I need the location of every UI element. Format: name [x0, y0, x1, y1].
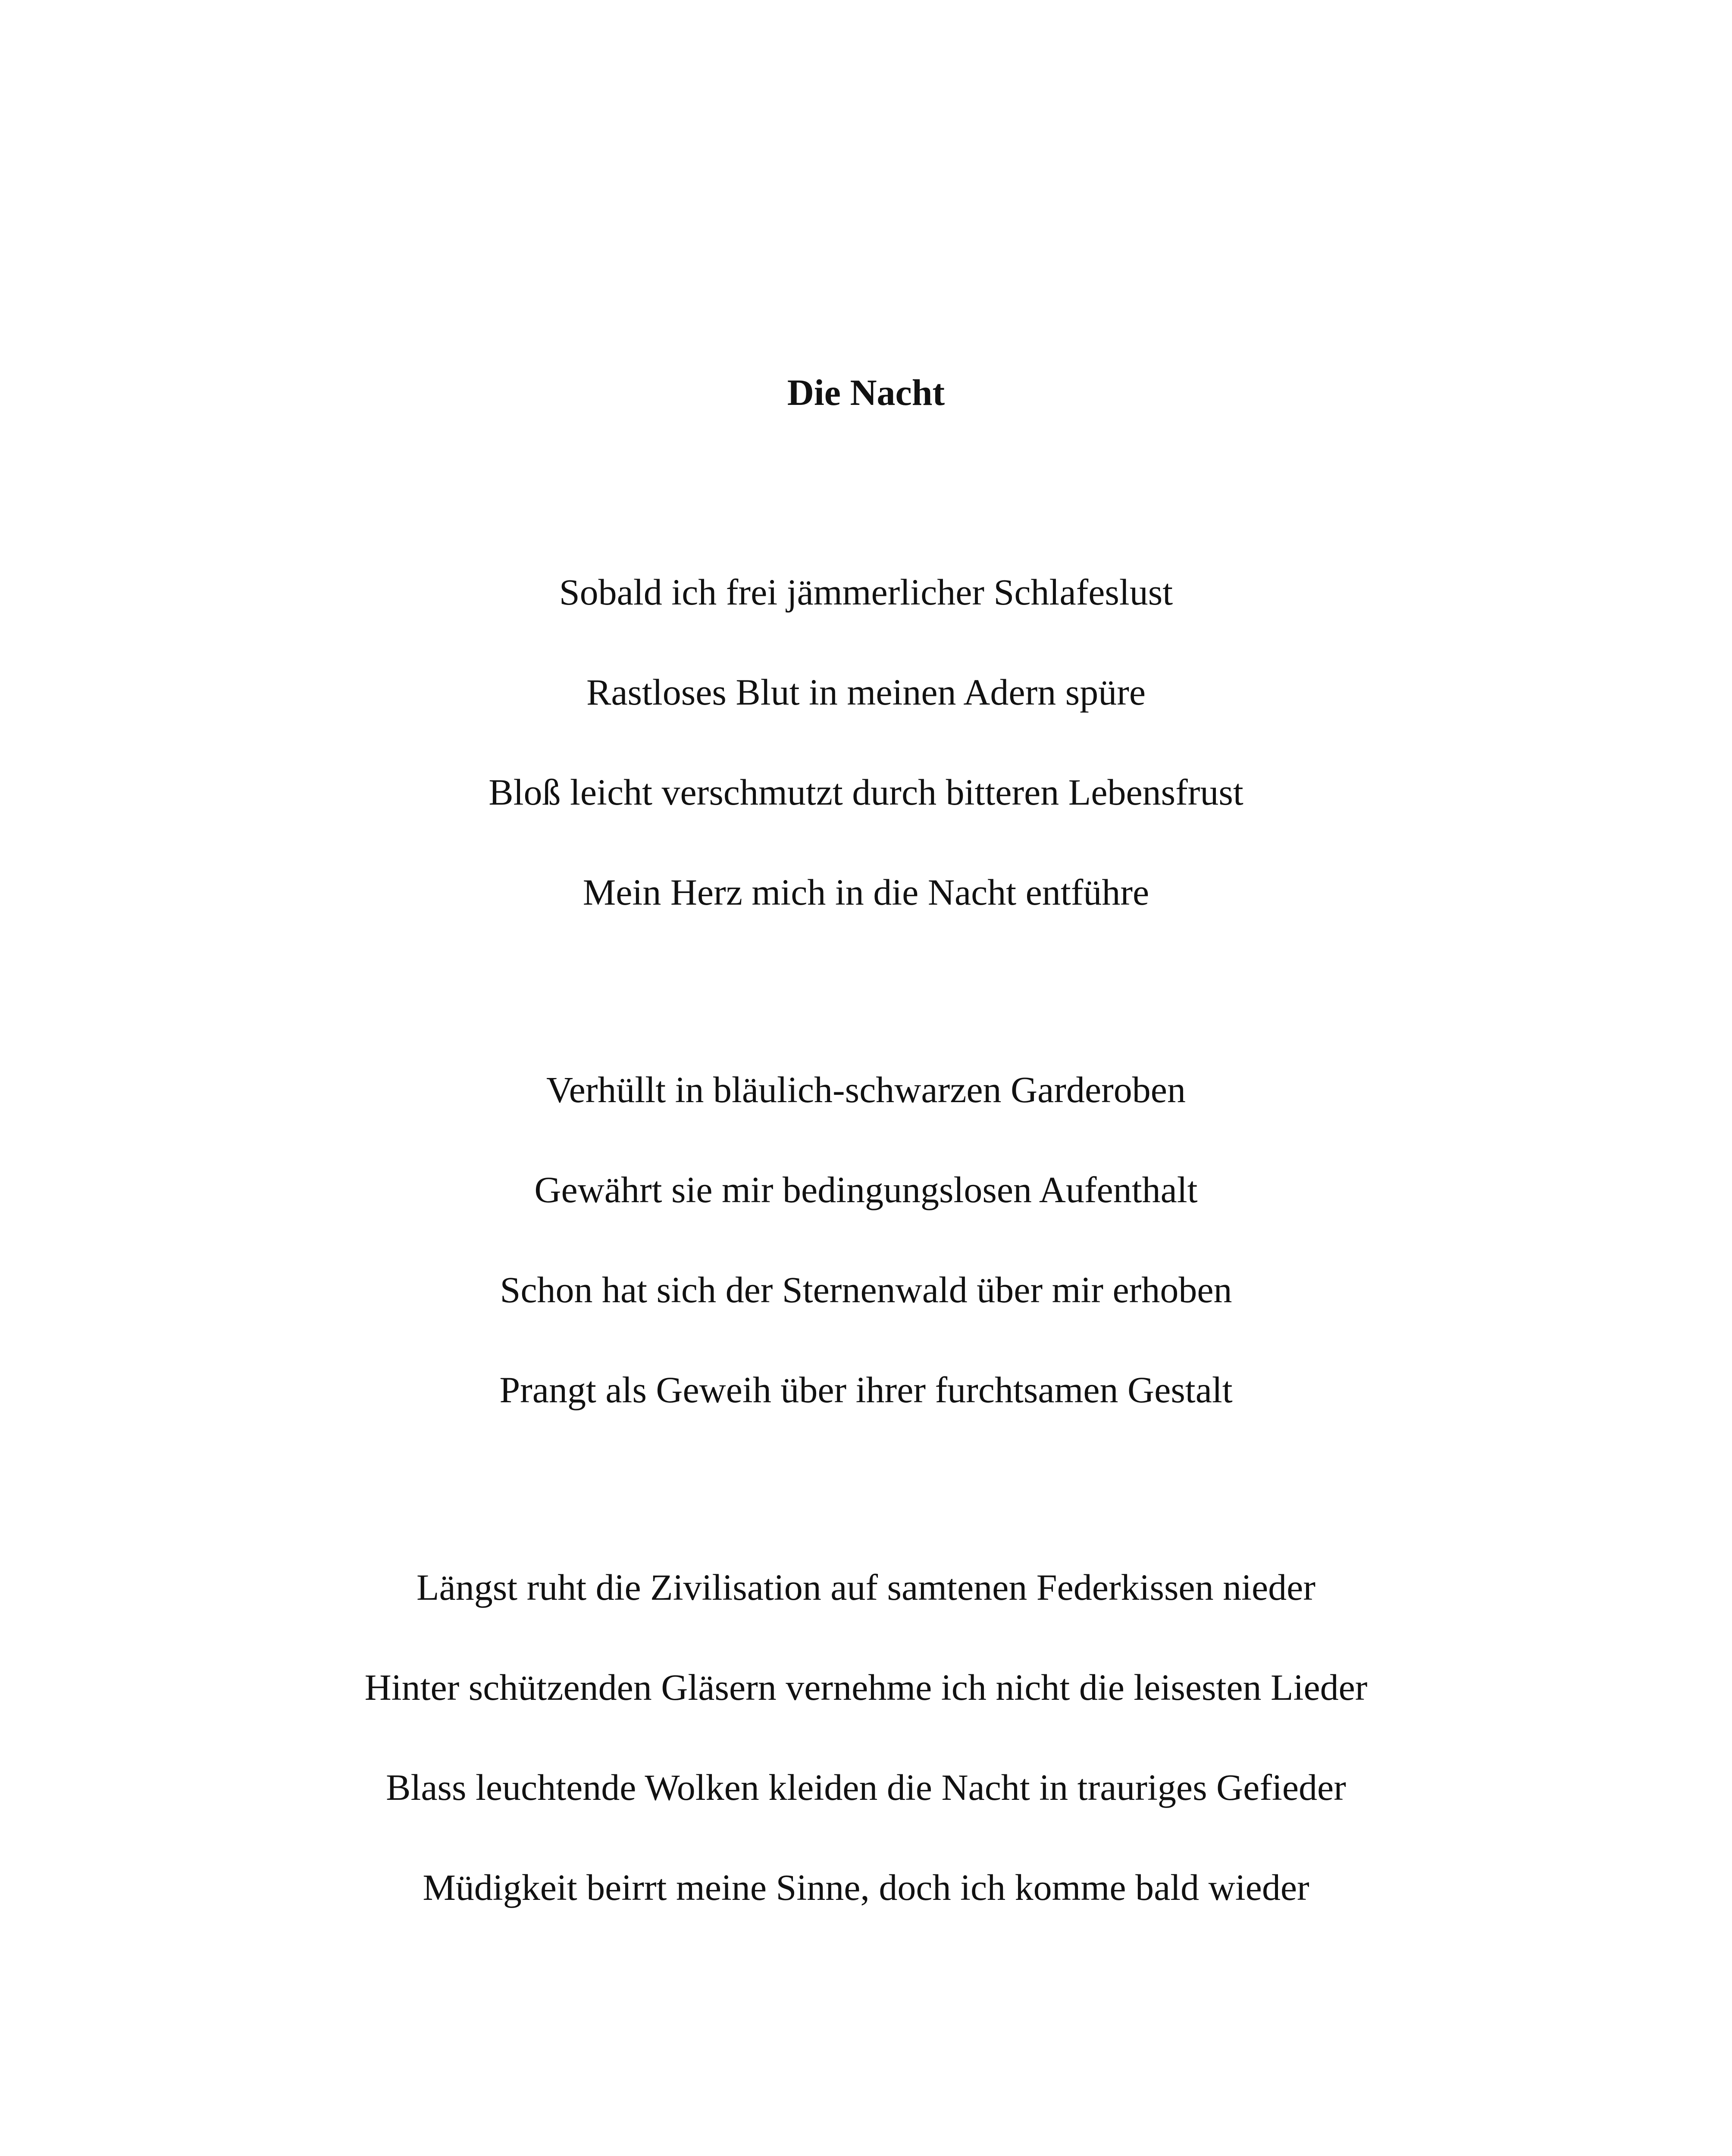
verse-line: Hinter schützenden Gläsern vernehme ich nicht die leisesten Lieder — [364, 1667, 1368, 1708]
stanza-2 — [0, 1066, 1732, 1466]
verse-line: Schon hat sich der Sternenwald über mir erhoben — [500, 1269, 1232, 1310]
verse-line: Blass leuchtende Wolken kleiden die Nacht in trauriges Gefieder — [386, 1767, 1346, 1808]
verse-line: Gewährt sie mir bedingungslosen Aufenthalt — [534, 1169, 1198, 1210]
stanza-1 — [0, 568, 1732, 968]
verse-line: Sobald ich frei jämmerlicher Schlafeslust — [559, 571, 1173, 613]
stanza-3 — [0, 1564, 1732, 1964]
verse-line: Rastloses Blut in meinen Adern spüre — [586, 671, 1146, 713]
verse-line: Verhüllt in bläulich-schwarzen Garderoben — [546, 1069, 1186, 1110]
verse-line: Prangt als Geweih über ihrer furchtsamen Gestalt — [499, 1369, 1233, 1410]
verse-line: Müdigkeit beirrt meine Sinne, doch ich komme bald wieder — [423, 1867, 1309, 1908]
poem-title: Die Nacht — [787, 372, 945, 413]
verse-line: Längst ruht die Zivilisation auf samtenen Federkissen nieder — [417, 1567, 1315, 1608]
verse-line: Mein Herz mich in die Nacht entführe — [583, 871, 1149, 913]
verse-line: Bloß leicht verschmutzt durch bitteren Lebensfrust — [489, 771, 1243, 813]
